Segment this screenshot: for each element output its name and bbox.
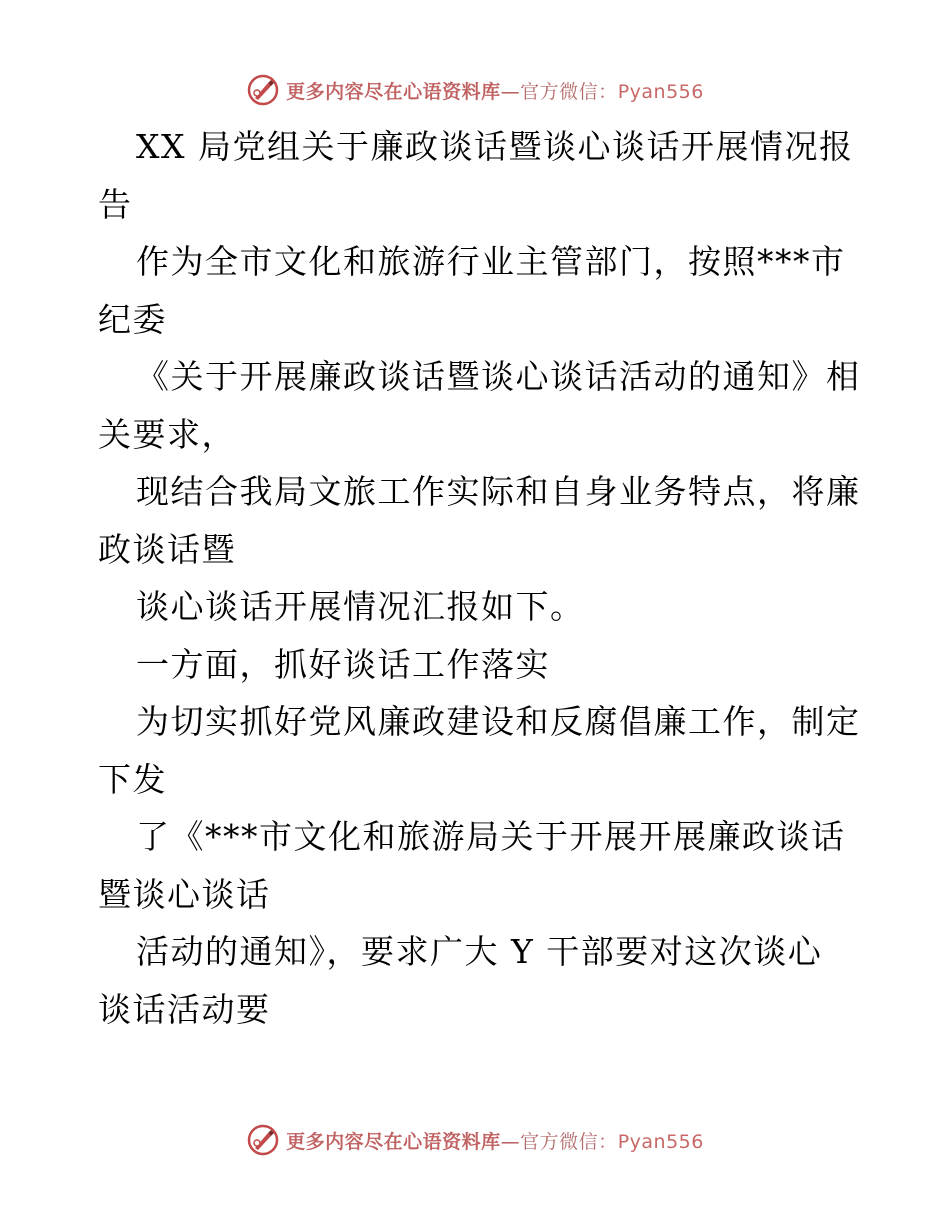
text-line: 《关于开展廉政谈话暨谈心谈话活动的通知》相: [136, 357, 861, 396]
banner-official: 官方微信：: [520, 1130, 618, 1153]
text-line: 谈心谈话开展情况汇报如下。: [136, 587, 585, 626]
text-line: 作为全市文化和旅游行业主管部门，按照***市: [136, 242, 846, 281]
banner-group: [246, 1123, 704, 1157]
text-line: 一方面，抓好谈话工作落实: [136, 644, 550, 684]
banner-lead: 更多内容尽在心语资料库: [286, 80, 501, 103]
banner-wechat-id: Pyan556: [617, 80, 704, 103]
text-line: 下发: [98, 759, 167, 799]
text-line: 为切实抓好党风廉政建设和反腐倡廉工作，制定: [136, 702, 861, 741]
text-line: 纪委: [98, 299, 167, 339]
header-banner: [0, 70, 950, 110]
pen-logo-icon: [246, 1123, 280, 1157]
banner-lead: 更多内容尽在心语资料库: [286, 1130, 501, 1153]
banner-official: 官方微信：: [520, 80, 618, 103]
banner-group: [246, 73, 704, 107]
banner-separator: —: [500, 80, 521, 103]
document-body: [98, 118, 861, 1038]
text-line: XX 局党组关于廉政谈话暨谈心谈话开展情况报: [136, 127, 854, 166]
text-line: 关要求，: [98, 414, 236, 454]
banner-separator: —: [500, 1130, 521, 1153]
text-line: 活动的通知》，要求广大 Y 干部要对这次谈心: [136, 932, 823, 971]
pen-logo-icon: [246, 73, 280, 107]
text-line: 暨谈心谈话: [98, 874, 271, 914]
banner-wechat-id: Pyan556: [617, 1130, 704, 1153]
text-line: 谈话活动要: [98, 989, 271, 1029]
banner-text: [286, 77, 704, 104]
banner-text: [286, 1127, 704, 1154]
text-line: 现结合我局文旅工作实际和自身业务特点，将廉: [136, 472, 861, 511]
text-line: 政谈话暨: [98, 529, 236, 569]
text-line: 告: [98, 184, 133, 224]
footer-banner: [0, 1120, 950, 1160]
text-line: 了《***市文化和旅游局关于开展开展廉政谈话: [136, 817, 846, 856]
